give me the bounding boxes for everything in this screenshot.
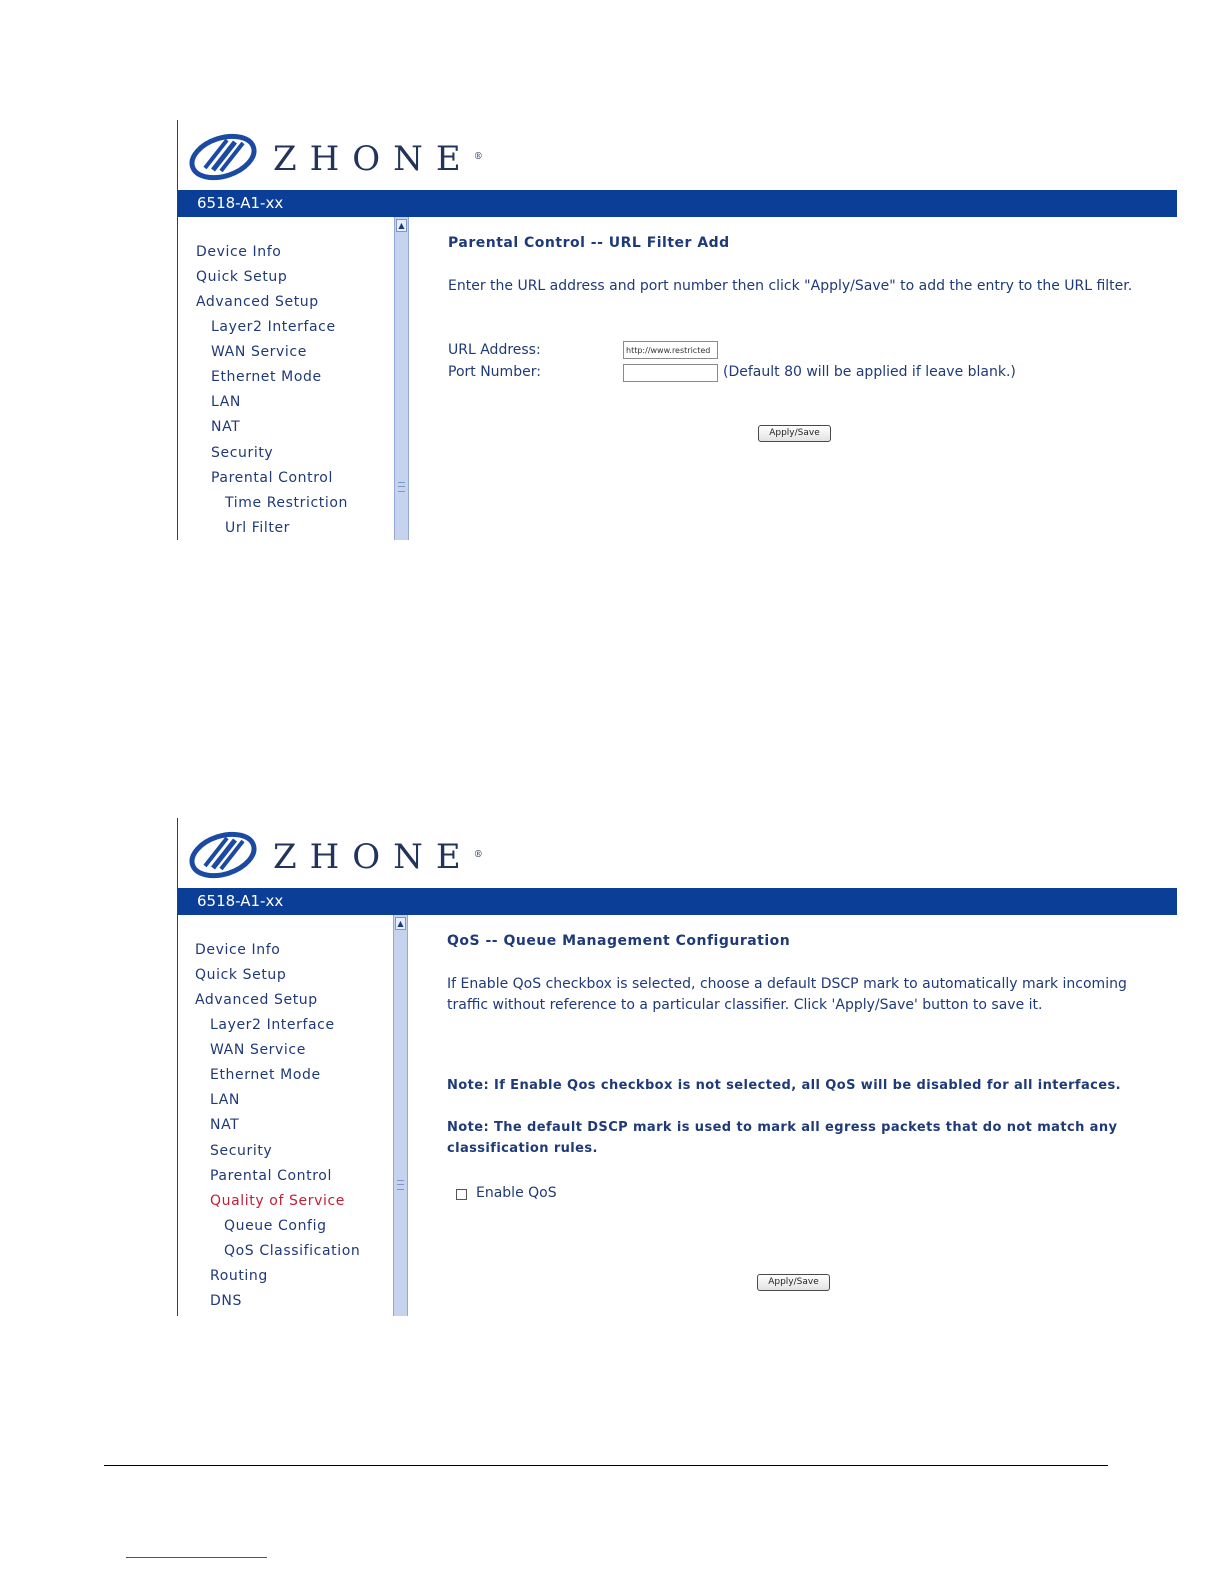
note-qos-disabled: Note: If Enable Qos checkbox is not selected, all QoS will be disabled for all interfaces.	[447, 1078, 1121, 1093]
nav-item-layer2-interface[interactable]: Layer2 Interface	[210, 1017, 335, 1033]
url-filter-screen	[177, 120, 1177, 540]
logo-wordmark: ZHONE®	[273, 837, 483, 877]
port-number-hint: (Default 80 will be applied if leave blank.)	[723, 364, 1016, 380]
note-default-dscp-line-1: Note: The default DSCP mark is used to mark all egress packets that do not match any	[447, 1120, 1118, 1135]
url-address-label: URL Address:	[448, 342, 541, 358]
sidebar-nav	[178, 915, 394, 1316]
model-name: 6518-A1-xx	[197, 194, 284, 212]
nav-item-quick-setup[interactable]: Quick Setup	[196, 269, 288, 285]
enable-qos-label: Enable QoS	[476, 1185, 557, 1201]
sidebar-scrollbar[interactable]	[393, 915, 408, 1316]
page-title: Parental Control -- URL Filter Add	[448, 235, 730, 251]
nav-item-url-filter[interactable]: Url Filter	[225, 520, 291, 536]
sidebar-scrollbar[interactable]	[394, 217, 409, 540]
footer-link-underline	[126, 1557, 267, 1558]
nav-item-qos-classification[interactable]: QoS Classification	[224, 1243, 361, 1259]
nav-item-quick-setup[interactable]: Quick Setup	[195, 967, 287, 983]
main-content	[408, 915, 1177, 1316]
port-number-input[interactable]	[623, 364, 718, 382]
nav-item-advanced-setup[interactable]: Advanced Setup	[195, 992, 318, 1008]
nav-item-parental-control[interactable]: Parental Control	[211, 470, 333, 486]
nav-item-device-info[interactable]: Device Info	[195, 942, 281, 958]
nav-item-security[interactable]: Security	[211, 445, 274, 461]
logo-wordmark: ZHONE®	[273, 139, 483, 179]
model-header-bar	[178, 888, 1177, 915]
footer-divider	[104, 1465, 1108, 1466]
nav-item-dns[interactable]: DNS	[210, 1293, 242, 1309]
nav-item-nat[interactable]: NAT	[210, 1117, 240, 1133]
nav-item-ethernet-mode[interactable]: Ethernet Mode	[210, 1067, 321, 1083]
nav-item-security[interactable]: Security	[210, 1143, 273, 1159]
note-default-dscp-line-2: classification rules.	[447, 1141, 598, 1156]
qos-queue-screen	[177, 818, 1177, 1316]
scroll-grip-icon	[398, 482, 405, 492]
nav-item-ethernet-mode[interactable]: Ethernet Mode	[211, 369, 322, 385]
apply-save-button[interactable]: Apply/Save	[757, 1274, 830, 1291]
nav-item-wan-service[interactable]: WAN Service	[211, 344, 307, 360]
nav-item-advanced-setup[interactable]: Advanced Setup	[196, 294, 319, 310]
nav-item-lan[interactable]: LAN	[210, 1092, 240, 1108]
page-description-line-2: traffic without reference to a particular classifier. Click 'Apply/Save' button to save it.	[447, 997, 1043, 1013]
url-address-input[interactable]	[623, 341, 718, 359]
nav-item-device-info[interactable]: Device Info	[196, 244, 282, 260]
apply-save-button[interactable]: Apply/Save	[758, 425, 831, 442]
model-header-bar	[178, 190, 1177, 217]
zhone-swoosh-icon	[187, 828, 263, 880]
nav-item-routing[interactable]: Routing	[210, 1268, 268, 1284]
main-content	[409, 217, 1177, 540]
nav-item-queue-config[interactable]: Queue Config	[224, 1218, 327, 1234]
scroll-up-arrow-icon[interactable]: ▲	[395, 917, 406, 930]
nav-item-quality-of-service[interactable]: Quality of Service	[210, 1193, 345, 1209]
page-description-line-1: If Enable QoS checkbox is selected, choose a default DSCP mark to automatically mark incoming	[447, 976, 1127, 992]
zhone-logo	[187, 130, 487, 182]
page-description: Enter the URL address and port number then click "Apply/Save" to add the entry to the URL filter.	[448, 278, 1133, 294]
nav-item-wan-service[interactable]: WAN Service	[210, 1042, 306, 1058]
scroll-up-arrow-icon[interactable]: ▲	[396, 219, 407, 232]
sidebar-nav	[178, 217, 394, 540]
zhone-logo	[187, 828, 487, 880]
nav-item-time-restriction[interactable]: Time Restriction	[225, 495, 348, 511]
scroll-grip-icon	[397, 1180, 404, 1190]
nav-item-nat[interactable]: NAT	[211, 419, 241, 435]
enable-qos-checkbox[interactable]	[456, 1189, 467, 1200]
model-name: 6518-A1-xx	[197, 892, 284, 910]
nav-item-layer2-interface[interactable]: Layer2 Interface	[211, 319, 336, 335]
page-title: QoS -- Queue Management Configuration	[447, 933, 791, 949]
port-number-label: Port Number:	[448, 364, 541, 380]
nav-item-parental-control[interactable]: Parental Control	[210, 1168, 332, 1184]
zhone-swoosh-icon	[187, 130, 263, 182]
nav-item-lan[interactable]: LAN	[211, 394, 241, 410]
